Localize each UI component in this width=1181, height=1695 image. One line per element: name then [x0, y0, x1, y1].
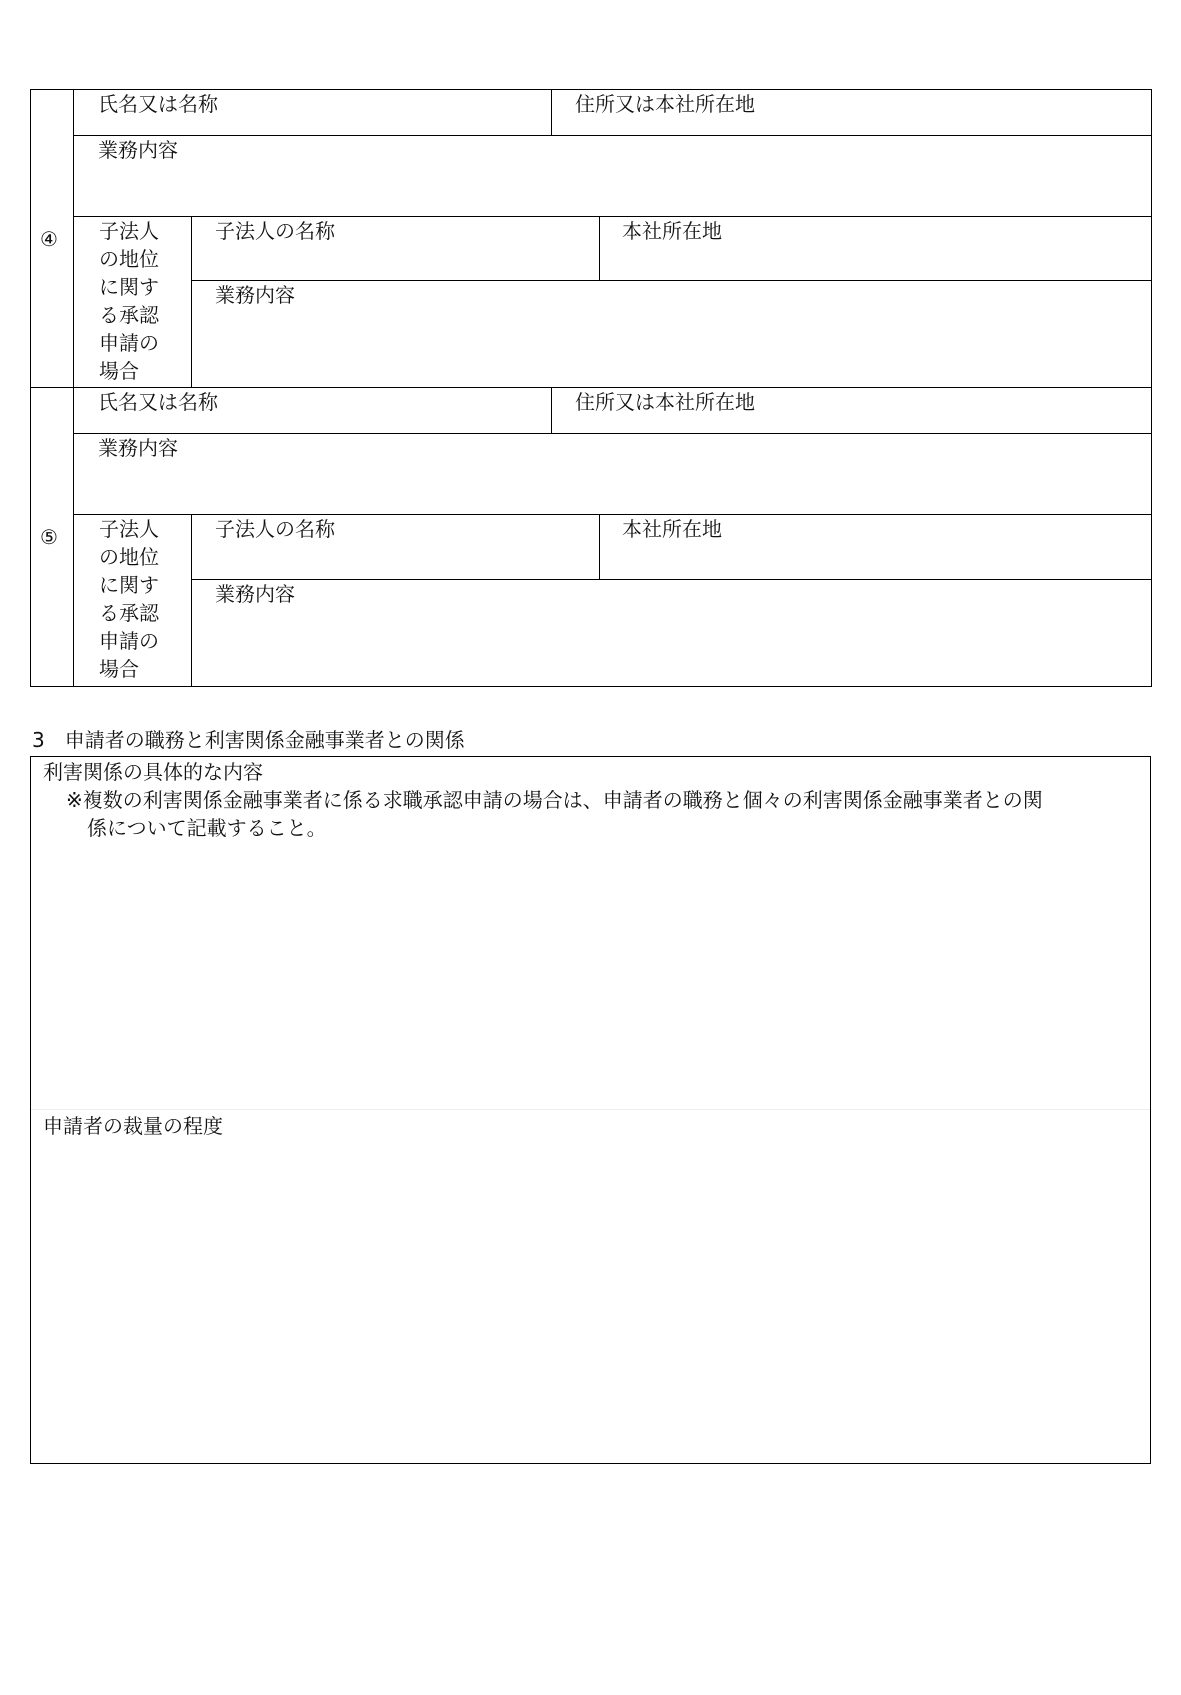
- subsidiary-name-label: 子法人の名称: [215, 219, 335, 243]
- business-label: 業務内容: [98, 138, 178, 162]
- discretion-label: 申請者の裁量の程度: [43, 1114, 223, 1138]
- subsidiary-address-label: 本社所在地: [622, 517, 722, 541]
- entry-number: ④: [40, 227, 58, 251]
- table-line: [30, 756, 31, 1464]
- subsidiary-name-label: 子法人の名称: [215, 517, 335, 541]
- table-line: [191, 579, 1151, 580]
- subsidiary-address-label: 本社所在地: [622, 219, 722, 243]
- table-line: [599, 514, 600, 579]
- section-heading: 3 申請者の職務と利害関係金融事業者との関係: [32, 728, 465, 752]
- address-label: 住所又は本社所在地: [575, 390, 755, 414]
- subsidiary-business-label: 業務内容: [215, 582, 295, 606]
- business-label: 業務内容: [98, 436, 178, 460]
- subsidiary-case-label: 子法人の地位に関する承認申請の場合: [99, 219, 159, 383]
- faint-divider: [31, 1109, 1150, 1110]
- table-line: [551, 89, 552, 135]
- table-line: [191, 280, 1151, 281]
- table-line: [30, 1463, 1151, 1464]
- table-line: [73, 216, 1151, 217]
- note-line-1: ※複数の利害関係金融事業者に係る求職承認申請の場合は、申請者の職務と個々の利害関係金融事業者との関: [66, 788, 1043, 812]
- table-line: [191, 514, 192, 686]
- table-line: [73, 433, 1151, 434]
- interest-label: 利害関係の具体的な内容: [43, 760, 263, 784]
- table-line: [191, 216, 192, 387]
- entry-number: ⑤: [40, 525, 58, 549]
- name-label: 氏名又は名称: [98, 390, 218, 414]
- table-line: [1150, 756, 1151, 1464]
- address-label: 住所又は本社所在地: [575, 92, 755, 116]
- table-line: [73, 135, 1151, 136]
- subsidiary-business-label: 業務内容: [215, 283, 295, 307]
- table-divider: [30, 387, 1152, 388]
- table-line: [30, 756, 1151, 757]
- table-border: [30, 89, 1152, 90]
- table-line: [551, 387, 552, 433]
- note-line-2: 係について記載すること。: [87, 816, 327, 840]
- table-line: [73, 514, 1151, 515]
- table-border: [30, 686, 1152, 687]
- name-label: 氏名又は名称: [98, 92, 218, 116]
- table-line: [599, 216, 600, 280]
- subsidiary-case-label: 子法人の地位に関する承認申請の場合: [99, 517, 159, 681]
